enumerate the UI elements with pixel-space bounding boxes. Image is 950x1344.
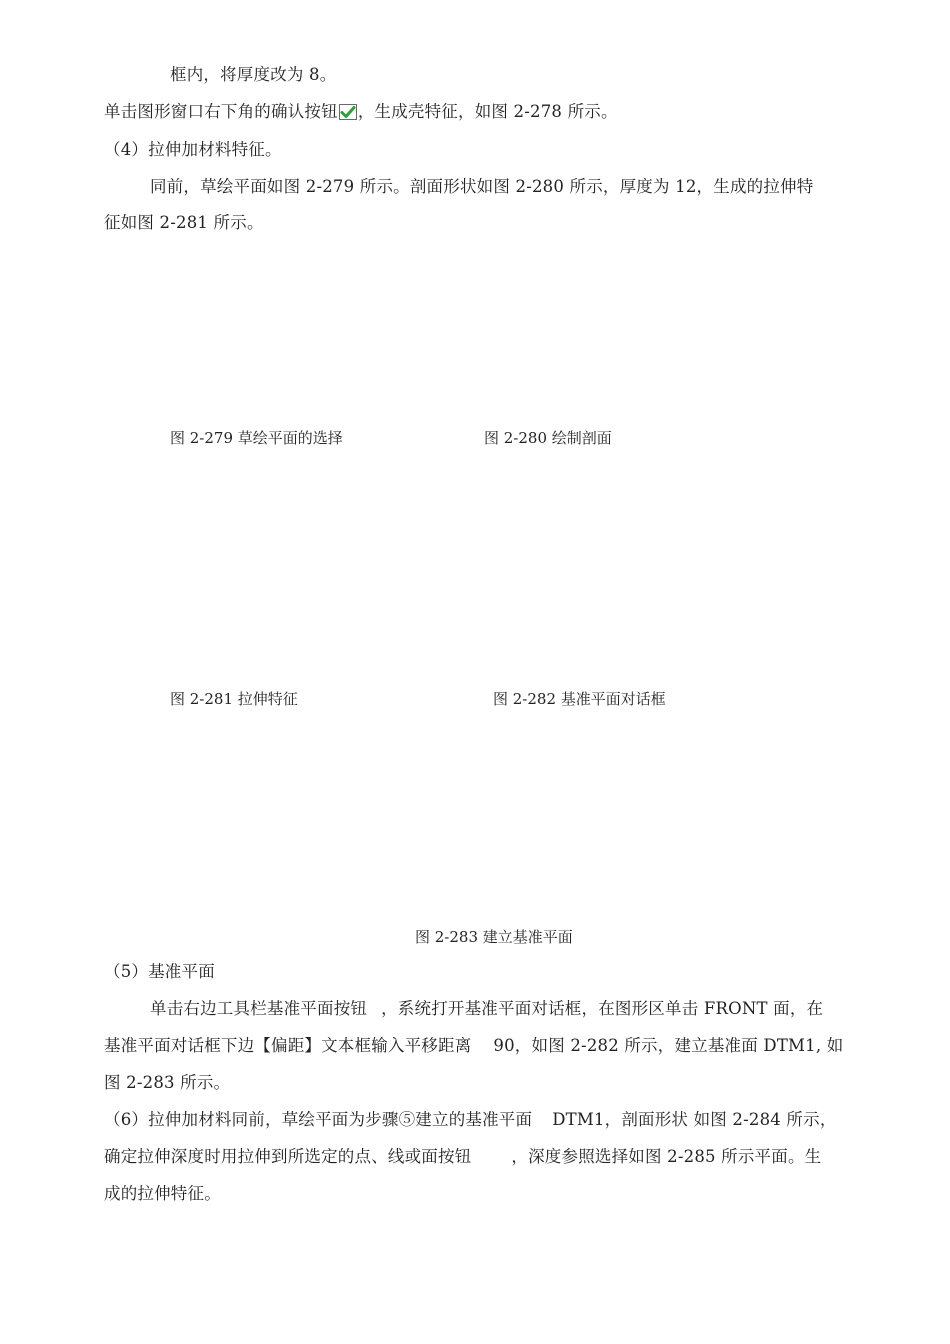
- figure-caption: 图 2-281 拉伸特征: [170, 690, 298, 708]
- paragraph-line: [104, 1146, 821, 1168]
- paragraph-line: [104, 1035, 843, 1057]
- paragraph-line: [104, 101, 618, 123]
- figure-caption: 图 2-283 建立基准平面: [415, 928, 573, 946]
- paragraph-line: [104, 1109, 837, 1131]
- paragraph-line: 同前，草绘平面如图 2-279 所示。剖面形状如图 2-280 所示，厚度为 12，生成的拉伸特: [150, 177, 814, 196]
- paragraph-text: （6）拉伸加材料同前，草绘平面为步骤⑤建立的基准平面: [104, 1110, 533, 1129]
- paragraph-line: 框内，将厚度改为 8。: [170, 65, 337, 84]
- figure-caption: 图 2-279 草绘平面的选择: [170, 429, 343, 447]
- section-heading: （5）基准平面: [104, 962, 215, 981]
- section-heading: （4）拉伸加材料特征。: [104, 140, 282, 159]
- figure-caption: 图 2-280 绘制剖面: [484, 429, 612, 447]
- paragraph-text: 单击右边工具栏基准平面按钮: [150, 999, 368, 1018]
- paragraph-line: 征如图 2-281 所示。: [104, 213, 264, 232]
- paragraph-line: 成的拉伸特征。: [104, 1184, 221, 1203]
- check-icon: [339, 104, 357, 120]
- paragraph-text: ，深度参照选择如图 2-285 所示平面。生: [511, 1147, 822, 1166]
- paragraph-text: DTM1，剖面形状 如图 2-284 所示，: [552, 1110, 837, 1129]
- paragraph-line: 图 2-283 所示。: [104, 1073, 231, 1092]
- paragraph-line: [150, 998, 823, 1020]
- figure-caption: 图 2-282 基准平面对话框: [493, 690, 666, 708]
- paragraph-text: ，生成壳特征，如图 2-278 所示。: [357, 102, 618, 121]
- figure-placeholder: [104, 245, 904, 415]
- paragraph-text: 单击图形窗口右下角的确认按钮: [104, 102, 338, 121]
- paragraph-text: 90，如图 2-282 所示，建立基准面 DTM1, 如: [493, 1036, 844, 1055]
- paragraph-text: 确定拉伸深度时用拉伸到所选定的点、线或面按钮: [104, 1147, 472, 1166]
- paragraph-text: 基准平面对话框下边【偏距】文本框输入平移距离: [104, 1036, 472, 1055]
- figure-placeholder: [104, 720, 904, 920]
- paragraph-text: ，系统打开基准平面对话框，在图形区单击 FRONT 面，在: [381, 999, 824, 1018]
- figure-placeholder: [104, 460, 904, 680]
